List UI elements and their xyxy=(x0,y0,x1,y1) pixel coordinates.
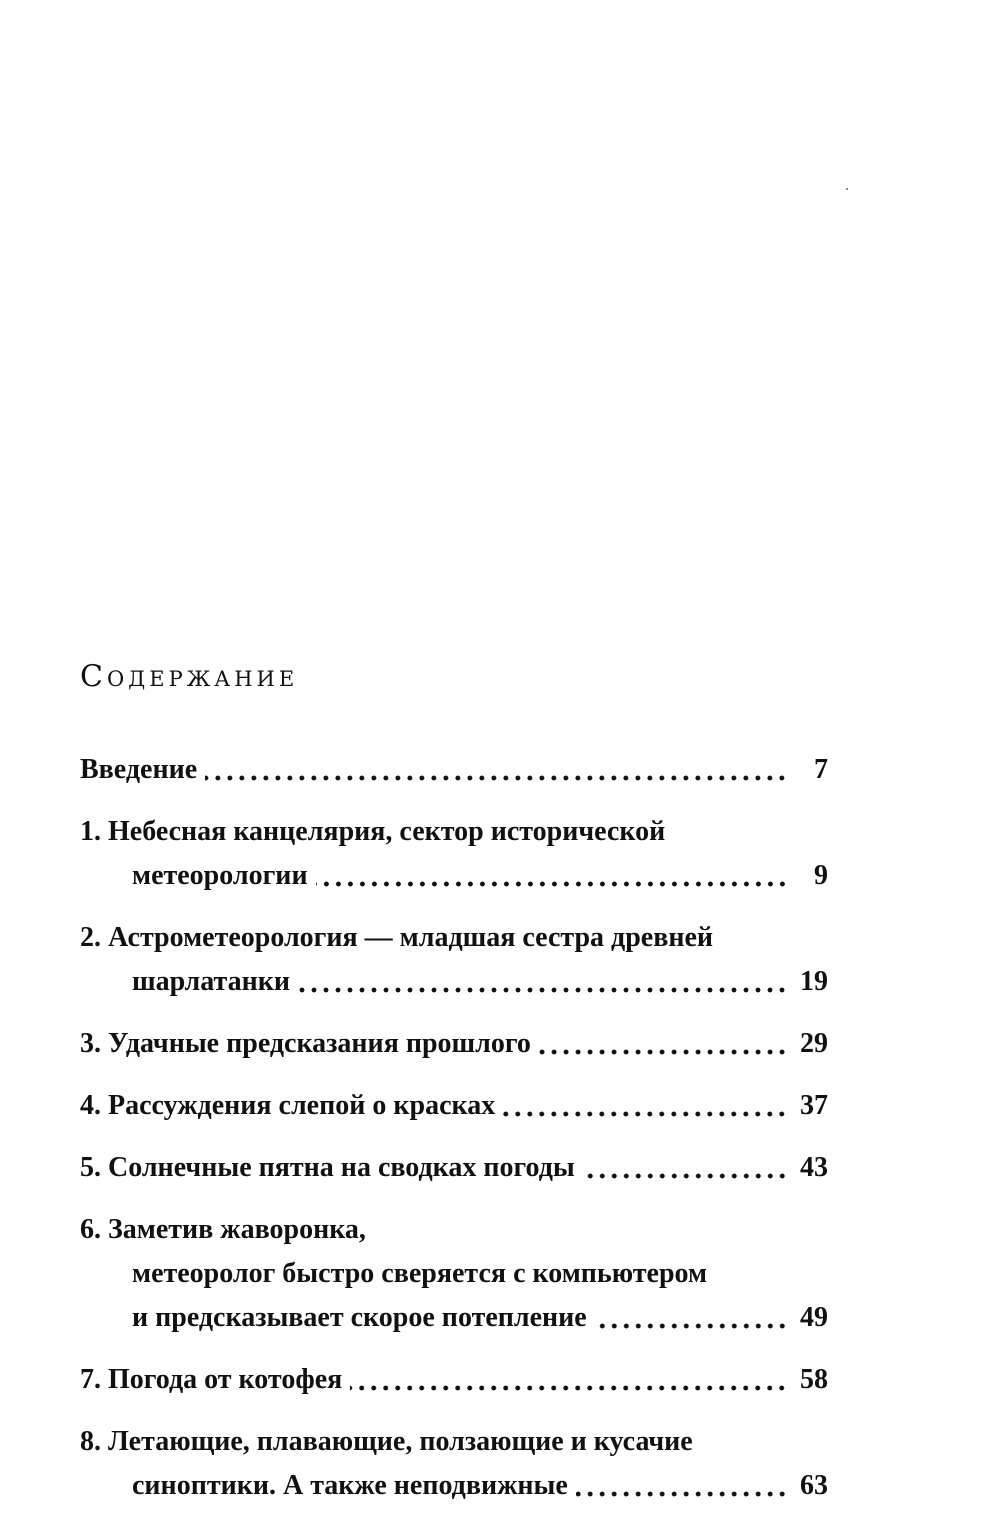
toc-entry-last-line xyxy=(80,748,828,792)
toc-entry-chapter-5[interactable] xyxy=(80,1146,828,1190)
toc-page-number: 7 xyxy=(814,754,828,785)
toc-entry-last-line xyxy=(80,1296,828,1340)
toc-entry-title-line: 1. Небесная канцелярия, сектор исторической xyxy=(80,816,666,847)
toc-page-number: 43 xyxy=(800,1152,828,1183)
toc-entry-chapter-7[interactable] xyxy=(80,1358,828,1402)
toc-entry-title: 5. Солнечные пятна на сводках погоды xyxy=(80,1152,575,1183)
toc-page-number: 63 xyxy=(800,1470,828,1501)
toc-entry-chapter-6[interactable] xyxy=(80,1208,828,1340)
toc-entry-chapter-8[interactable] xyxy=(80,1420,828,1508)
toc-page-number: 29 xyxy=(800,1028,828,1059)
dot-leader xyxy=(503,1109,788,1119)
toc-entry-last-line xyxy=(80,1464,828,1508)
dot-leader xyxy=(583,1171,788,1181)
toc-entry-title-continuation: шарлатанки xyxy=(132,966,290,997)
toc-page-number: 19 xyxy=(800,966,828,997)
toc-page-number: 58 xyxy=(800,1364,828,1395)
toc-entry-last-line xyxy=(80,1358,828,1402)
toc-page-number: 37 xyxy=(800,1090,828,1121)
toc-entry-last-line xyxy=(80,1084,828,1128)
dot-leader xyxy=(595,1321,788,1331)
toc-entry-last-line xyxy=(80,1146,828,1190)
toc-entry-title-line: 2. Астрометеорология — младшая сестра древней xyxy=(80,922,714,953)
table-of-contents xyxy=(80,748,828,1526)
dot-leader xyxy=(576,1489,788,1499)
toc-entry-chapter-3[interactable] xyxy=(80,1022,828,1066)
toc-entry-last-line xyxy=(80,960,828,1004)
dot-leader xyxy=(316,879,788,889)
toc-entry-title-continuation: синоптики. А также неподвижные xyxy=(132,1470,568,1501)
toc-entry-title-continuation: метеорологии xyxy=(132,860,308,891)
toc-entry-title-continuation: и предсказывает скорое потепление xyxy=(132,1302,587,1333)
toc-entry-last-line xyxy=(80,854,828,898)
dot-leader xyxy=(539,1047,788,1057)
dot-leader xyxy=(350,1383,788,1393)
toc-entry-title-line: 8. Летающие, плавающие, ползающие и кусачие xyxy=(80,1426,693,1457)
toc-entry-title: 3. Удачные предсказания прошлого xyxy=(80,1028,531,1059)
toc-entry-chapter-2[interactable] xyxy=(80,916,828,1004)
toc-page-number: 9 xyxy=(814,860,828,891)
paper-speck xyxy=(846,188,848,190)
toc-entry-title: Введение xyxy=(80,754,198,785)
dot-leader xyxy=(298,985,788,995)
toc-entry-last-line xyxy=(80,1022,828,1066)
toc-entry-title-line: метеоролог быстро сверяется с компьютером xyxy=(132,1258,708,1289)
dot-leader xyxy=(205,773,788,783)
toc-heading: Содержание xyxy=(80,659,299,694)
toc-entry-chapter-1[interactable] xyxy=(80,810,828,898)
toc-entry-title: 4. Рассуждения слепой о красках xyxy=(80,1090,496,1121)
toc-entry-chapter-4[interactable] xyxy=(80,1084,828,1128)
toc-entry-title: 7. Погода от котофея xyxy=(80,1364,343,1395)
toc-entry-title-line: 6. Заметив жаворонка, xyxy=(80,1214,366,1245)
toc-entry-introduction[interactable] xyxy=(80,748,828,792)
toc-page-number: 49 xyxy=(800,1302,828,1333)
